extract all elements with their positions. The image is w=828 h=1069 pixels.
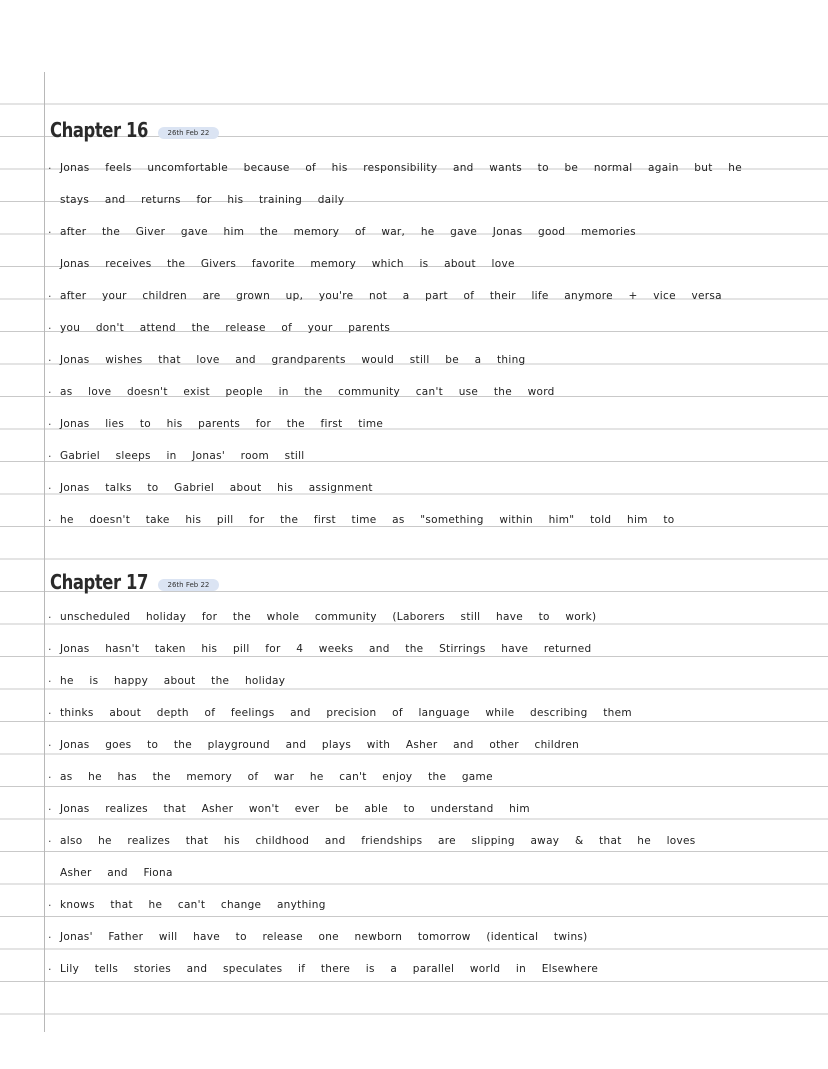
list-item: · after the Giver gave him the memory of war, he gave Jonas good memories [48,225,636,239]
chapter-17-date: 26th Feb 22 [158,579,220,591]
bullet-icon: · [48,449,52,463]
list-item: · also he realizes that his childhood and friendships are slipping away & that he loves [48,834,696,848]
chapter-17-title: Chapter 17 [50,570,149,594]
bullet-icon: · [48,385,52,399]
list-item: · Lily tells stories and speculates if there is a parallel world in Elsewhere [48,962,599,976]
chapter-16-date: 26th Feb 22 [158,127,220,139]
bullet-icon: · [48,610,52,624]
bullet-icon: · [48,930,52,944]
chapter-16-title: Chapter 16 [50,118,149,142]
list-item: Jonas receives the Givers favorite memory which is about love [60,258,515,270]
bullet-icon: · [48,642,52,656]
bullet-icon: · [48,898,52,912]
bullet-icon: · [48,321,52,335]
list-item: stays and returns for his training daily [60,194,345,206]
list-item: · Jonas feels uncomfortable because of his responsibility and wants to be normal again but he [48,161,742,175]
list-item: · he doesn't take his pill for the first time as "something within him" told him to [48,513,675,527]
bullet-icon: · [48,481,52,495]
list-item: · Jonas wishes that love and grandparents would still be a thing [48,353,526,367]
margin-line [44,72,45,1032]
list-item: · Jonas' Father will have to release one newborn tomorrow (identical twins) [48,930,588,944]
bullet-icon: · [48,161,52,175]
list-item: · after your children are grown up, you're not a part of their life anymore + vice versa [48,289,722,303]
list-item: · knows that he can't change anything [48,898,326,912]
list-item: Asher and Fiona [60,867,173,879]
bullet-icon: · [48,706,52,720]
list-item: · as he has the memory of war he can't enjoy the game [48,770,493,784]
bullet-icon: · [48,513,52,527]
bullet-icon: · [48,417,52,431]
bullet-icon: · [48,962,52,976]
list-item: · thinks about depth of feelings and precision of language while describing them [48,706,632,720]
chapter-17-heading [50,562,219,592]
list-item: · he is happy about the holiday [48,674,286,688]
bullet-icon: · [48,738,52,752]
list-item: · Jonas talks to Gabriel about his assignment [48,481,373,495]
list-item: · you don't attend the release of your parents [48,321,391,335]
bullet-icon: · [48,802,52,816]
list-item: · Jonas goes to the playground and plays with Asher and other children [48,738,580,752]
list-item: · as love doesn't exist people in the community can't use the word [48,385,555,399]
list-item: · Jonas realizes that Asher won't ever be able to understand him [48,802,530,816]
bullet-icon: · [48,834,52,848]
bullet-icon: · [48,225,52,239]
list-item: · Jonas hasn't taken his pill for 4 weeks and the Stirrings have returned [48,642,592,656]
list-item: · Jonas lies to his parents for the first time [48,417,384,431]
bullet-icon: · [48,770,52,784]
list-item: · unscheduled holiday for the whole community (Laborers still have to work) [48,610,597,624]
list-item: · Gabriel sleeps in Jonas' room still [48,449,305,463]
bullet-icon: · [48,289,52,303]
bullet-icon: · [48,353,52,367]
bullet-icon: · [48,674,52,688]
chapter-16-heading [50,110,219,140]
